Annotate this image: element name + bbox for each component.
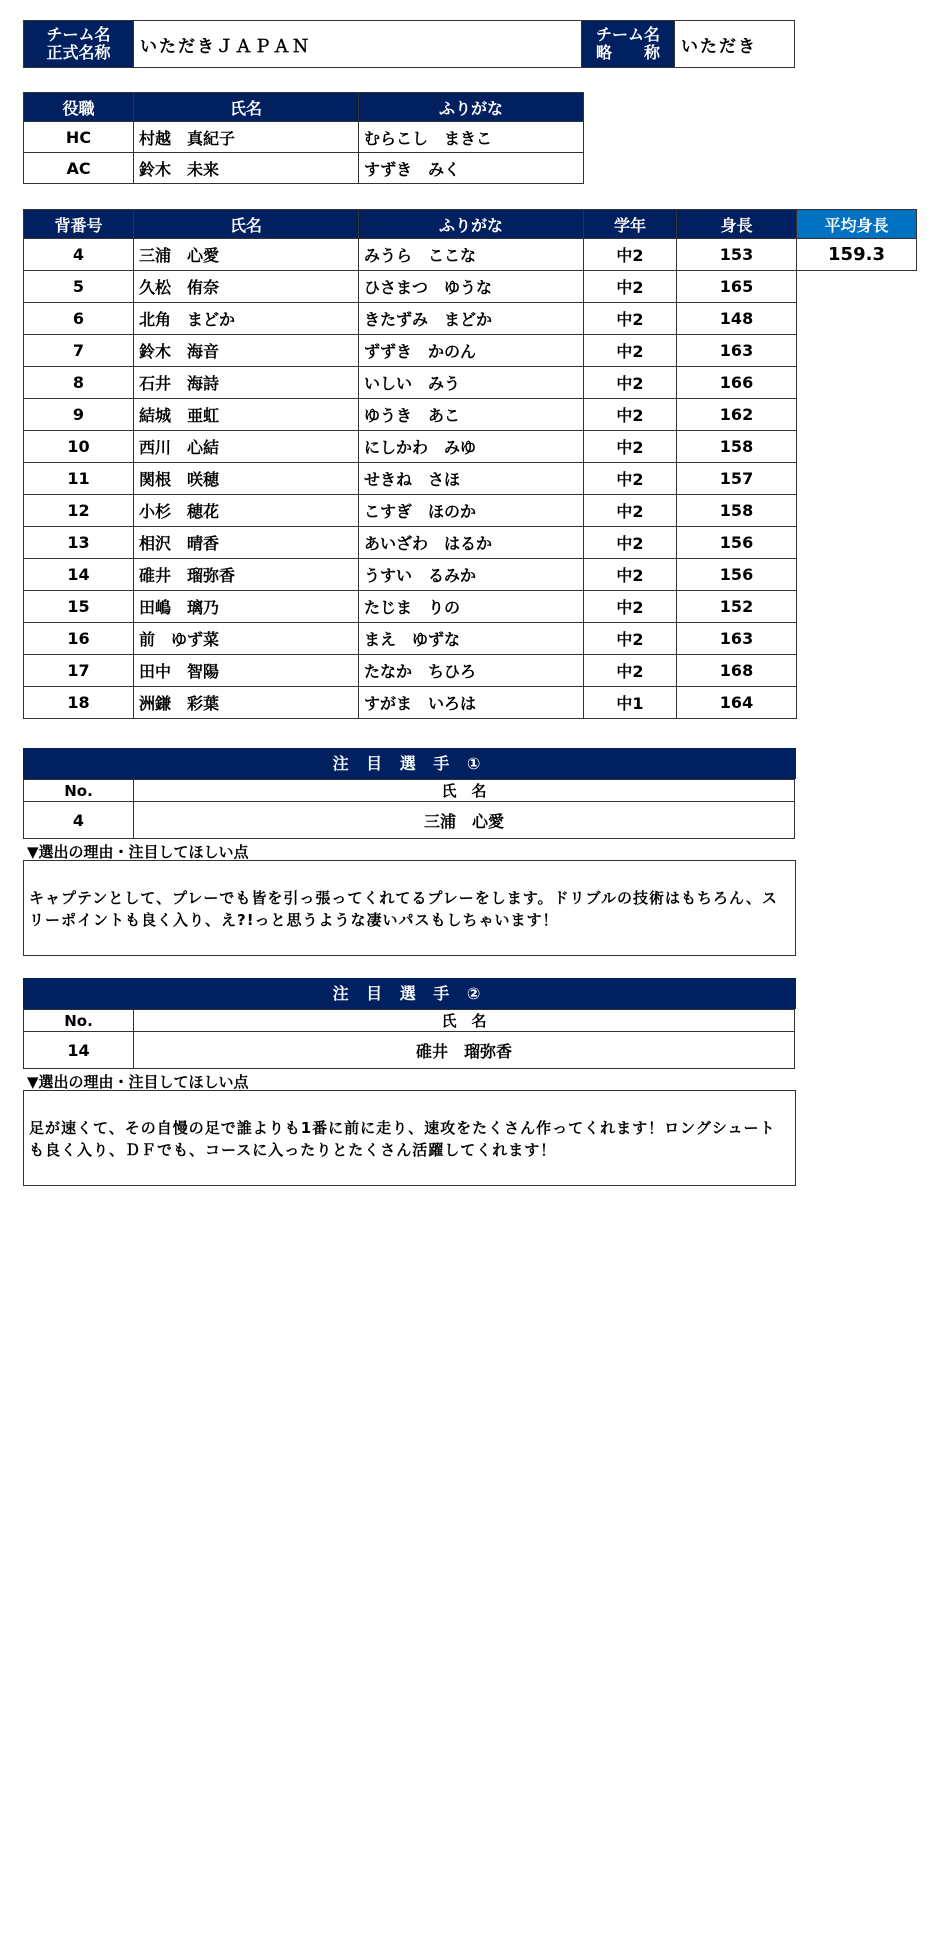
player-number: 8 [24, 367, 134, 399]
empty-cell [797, 527, 917, 559]
player-name: 田中 智陽 [134, 655, 359, 687]
staff-role: HC [24, 122, 134, 153]
staff-row [24, 153, 584, 184]
player-number: 12 [24, 495, 134, 527]
player-kana: まえ ゆずな [359, 623, 584, 655]
staff-header-role: 役職 [24, 93, 134, 122]
player-number: 7 [24, 335, 134, 367]
roster-row [24, 399, 917, 431]
empty-cell [797, 303, 917, 335]
player-name: 久松 侑奈 [134, 271, 359, 303]
player-name: 田嶋 璃乃 [134, 591, 359, 623]
average-height-label: 平均身長 [797, 210, 917, 239]
roster-header-grade: 学年 [584, 210, 677, 239]
player-grade: 中2 [584, 591, 677, 623]
player-name: 西川 心結 [134, 431, 359, 463]
player-kana: いしい みう [359, 367, 584, 399]
focus-name-label: 氏 名 [134, 780, 795, 802]
player-name: 結城 亜虹 [134, 399, 359, 431]
focus-reason-label: ▼選出の理由・注目してほしい点 [27, 843, 249, 861]
player-grade: 中2 [584, 239, 677, 271]
player-height: 156 [677, 559, 797, 591]
focus-player-1-title: 注 目 選 手 ① [23, 748, 796, 779]
player-name: 鈴木 海音 [134, 335, 359, 367]
staff-header-kana: ふりがな [359, 93, 584, 122]
staff-name: 村越 真紀子 [134, 122, 359, 153]
player-number: 9 [24, 399, 134, 431]
empty-cell [797, 655, 917, 687]
roster-header-height: 身長 [677, 210, 797, 239]
player-grade: 中2 [584, 655, 677, 687]
player-kana: ひさまつ ゆうな [359, 271, 584, 303]
player-number: 6 [24, 303, 134, 335]
player-kana: すがま いろは [359, 687, 584, 719]
staff-role: AC [24, 153, 134, 184]
player-grade: 中1 [584, 687, 677, 719]
player-name: 三浦 心愛 [134, 239, 359, 271]
staff-row [24, 122, 584, 153]
focus-player-1-table [23, 779, 795, 839]
focus-name: 三浦 心愛 [134, 802, 795, 839]
player-kana: ずずき かのん [359, 335, 584, 367]
player-name: 関根 咲穂 [134, 463, 359, 495]
player-height: 156 [677, 527, 797, 559]
player-height: 164 [677, 687, 797, 719]
focus-reason-text: 足が速くて、その自慢の足で誰よりも1番に前に走り、速攻をたくさん作ってくれます！ロングシュートも良く入り、ＤＦでも、コースに入ったりとたくさん活躍してくれます！ [29, 1119, 776, 1159]
player-height: 168 [677, 655, 797, 687]
roster-row [24, 527, 917, 559]
player-kana: にしかわ みゆ [359, 431, 584, 463]
player-number: 13 [24, 527, 134, 559]
focus-no-label: No. [24, 1010, 134, 1032]
empty-cell [797, 271, 917, 303]
player-number: 10 [24, 431, 134, 463]
focus-no: 4 [24, 802, 134, 839]
focus-reason-label: ▼選出の理由・注目してほしい点 [27, 1073, 249, 1091]
short-name-value: いただき [675, 21, 795, 68]
staff-kana: むらこし まきこ [359, 122, 584, 153]
player-number: 14 [24, 559, 134, 591]
empty-cell [797, 367, 917, 399]
player-kana: こすぎ ほのか [359, 495, 584, 527]
player-name: 碓井 瑠弥香 [134, 559, 359, 591]
player-height: 152 [677, 591, 797, 623]
player-height: 163 [677, 335, 797, 367]
empty-cell [797, 623, 917, 655]
player-grade: 中2 [584, 303, 677, 335]
roster-row [24, 367, 917, 399]
focus-no: 14 [24, 1032, 134, 1069]
focus-no-label: No. [24, 780, 134, 802]
empty-cell [797, 335, 917, 367]
focus-reason-box [23, 1090, 796, 1186]
roster-row [24, 463, 917, 495]
player-name: 相沢 晴香 [134, 527, 359, 559]
player-grade: 中2 [584, 623, 677, 655]
player-name: 洲鎌 彩葉 [134, 687, 359, 719]
roster-row [24, 655, 917, 687]
empty-cell [797, 463, 917, 495]
player-height: 158 [677, 431, 797, 463]
focus-player-2-title: 注 目 選 手 ② [23, 978, 796, 1009]
player-name: 小杉 穂花 [134, 495, 359, 527]
focus-name-label: 氏 名 [134, 1010, 795, 1032]
player-grade: 中2 [584, 399, 677, 431]
player-grade: 中2 [584, 431, 677, 463]
empty-cell [797, 399, 917, 431]
player-height: 165 [677, 271, 797, 303]
empty-cell [797, 559, 917, 591]
player-kana: あいざわ はるか [359, 527, 584, 559]
player-height: 153 [677, 239, 797, 271]
focus-reason-box [23, 860, 796, 956]
roster-header-number: 背番号 [24, 210, 134, 239]
roster-header-kana: ふりがな [359, 210, 584, 239]
player-number: 11 [24, 463, 134, 495]
roster-table [23, 209, 917, 719]
player-number: 18 [24, 687, 134, 719]
player-number: 5 [24, 271, 134, 303]
roster-row [24, 335, 917, 367]
roster-row [24, 271, 917, 303]
roster-row [24, 623, 917, 655]
player-name: 北角 まどか [134, 303, 359, 335]
player-height: 162 [677, 399, 797, 431]
roster-row [24, 559, 917, 591]
staff-header-name: 氏名 [134, 93, 359, 122]
player-kana: きたずみ まどか [359, 303, 584, 335]
staff-table [23, 92, 584, 184]
empty-cell [797, 687, 917, 719]
empty-cell [797, 591, 917, 623]
player-number: 16 [24, 623, 134, 655]
player-height: 157 [677, 463, 797, 495]
official-name-value: いただきＪＡＰＡＮ [134, 21, 582, 68]
player-grade: 中2 [584, 559, 677, 591]
player-kana: ゆうき あこ [359, 399, 584, 431]
roster-row [24, 495, 917, 527]
empty-cell [797, 495, 917, 527]
player-grade: 中2 [584, 463, 677, 495]
player-grade: 中2 [584, 335, 677, 367]
roster-row [24, 239, 917, 271]
player-height: 148 [677, 303, 797, 335]
focus-player-2-table [23, 1009, 795, 1069]
player-height: 166 [677, 367, 797, 399]
player-grade: 中2 [584, 271, 677, 303]
focus-reason-text: キャプテンとして、プレーでも皆を引っ張ってくれてるプレーをします。ドリブルの技術はもちろん、スリーポイントも良く入り、え?!っと思うような凄いパスもしちゃいます！ [29, 889, 778, 929]
roster-row [24, 303, 917, 335]
staff-kana: すずき みく [359, 153, 584, 184]
player-name: 石井 海詩 [134, 367, 359, 399]
player-number: 17 [24, 655, 134, 687]
roster-row [24, 431, 917, 463]
roster-row [24, 591, 917, 623]
player-height: 163 [677, 623, 797, 655]
player-height: 158 [677, 495, 797, 527]
player-kana: たなか ちひろ [359, 655, 584, 687]
staff-name: 鈴木 未来 [134, 153, 359, 184]
short-name-label: チーム名 略 称 [582, 21, 675, 68]
player-kana: うすい るみか [359, 559, 584, 591]
roster-row [24, 687, 917, 719]
player-grade: 中2 [584, 495, 677, 527]
team-name-table [23, 20, 795, 68]
empty-cell [797, 431, 917, 463]
player-number: 4 [24, 239, 134, 271]
official-name-label: チーム名 正式名称 [24, 21, 134, 68]
average-height-value: 159.3 [797, 239, 917, 271]
player-kana: みうら ここな [359, 239, 584, 271]
player-grade: 中2 [584, 367, 677, 399]
player-kana: せきね さほ [359, 463, 584, 495]
focus-name: 碓井 瑠弥香 [134, 1032, 795, 1069]
player-kana: たじま りの [359, 591, 584, 623]
player-number: 15 [24, 591, 134, 623]
player-grade: 中2 [584, 527, 677, 559]
roster-header-name: 氏名 [134, 210, 359, 239]
player-name: 前 ゆず菜 [134, 623, 359, 655]
